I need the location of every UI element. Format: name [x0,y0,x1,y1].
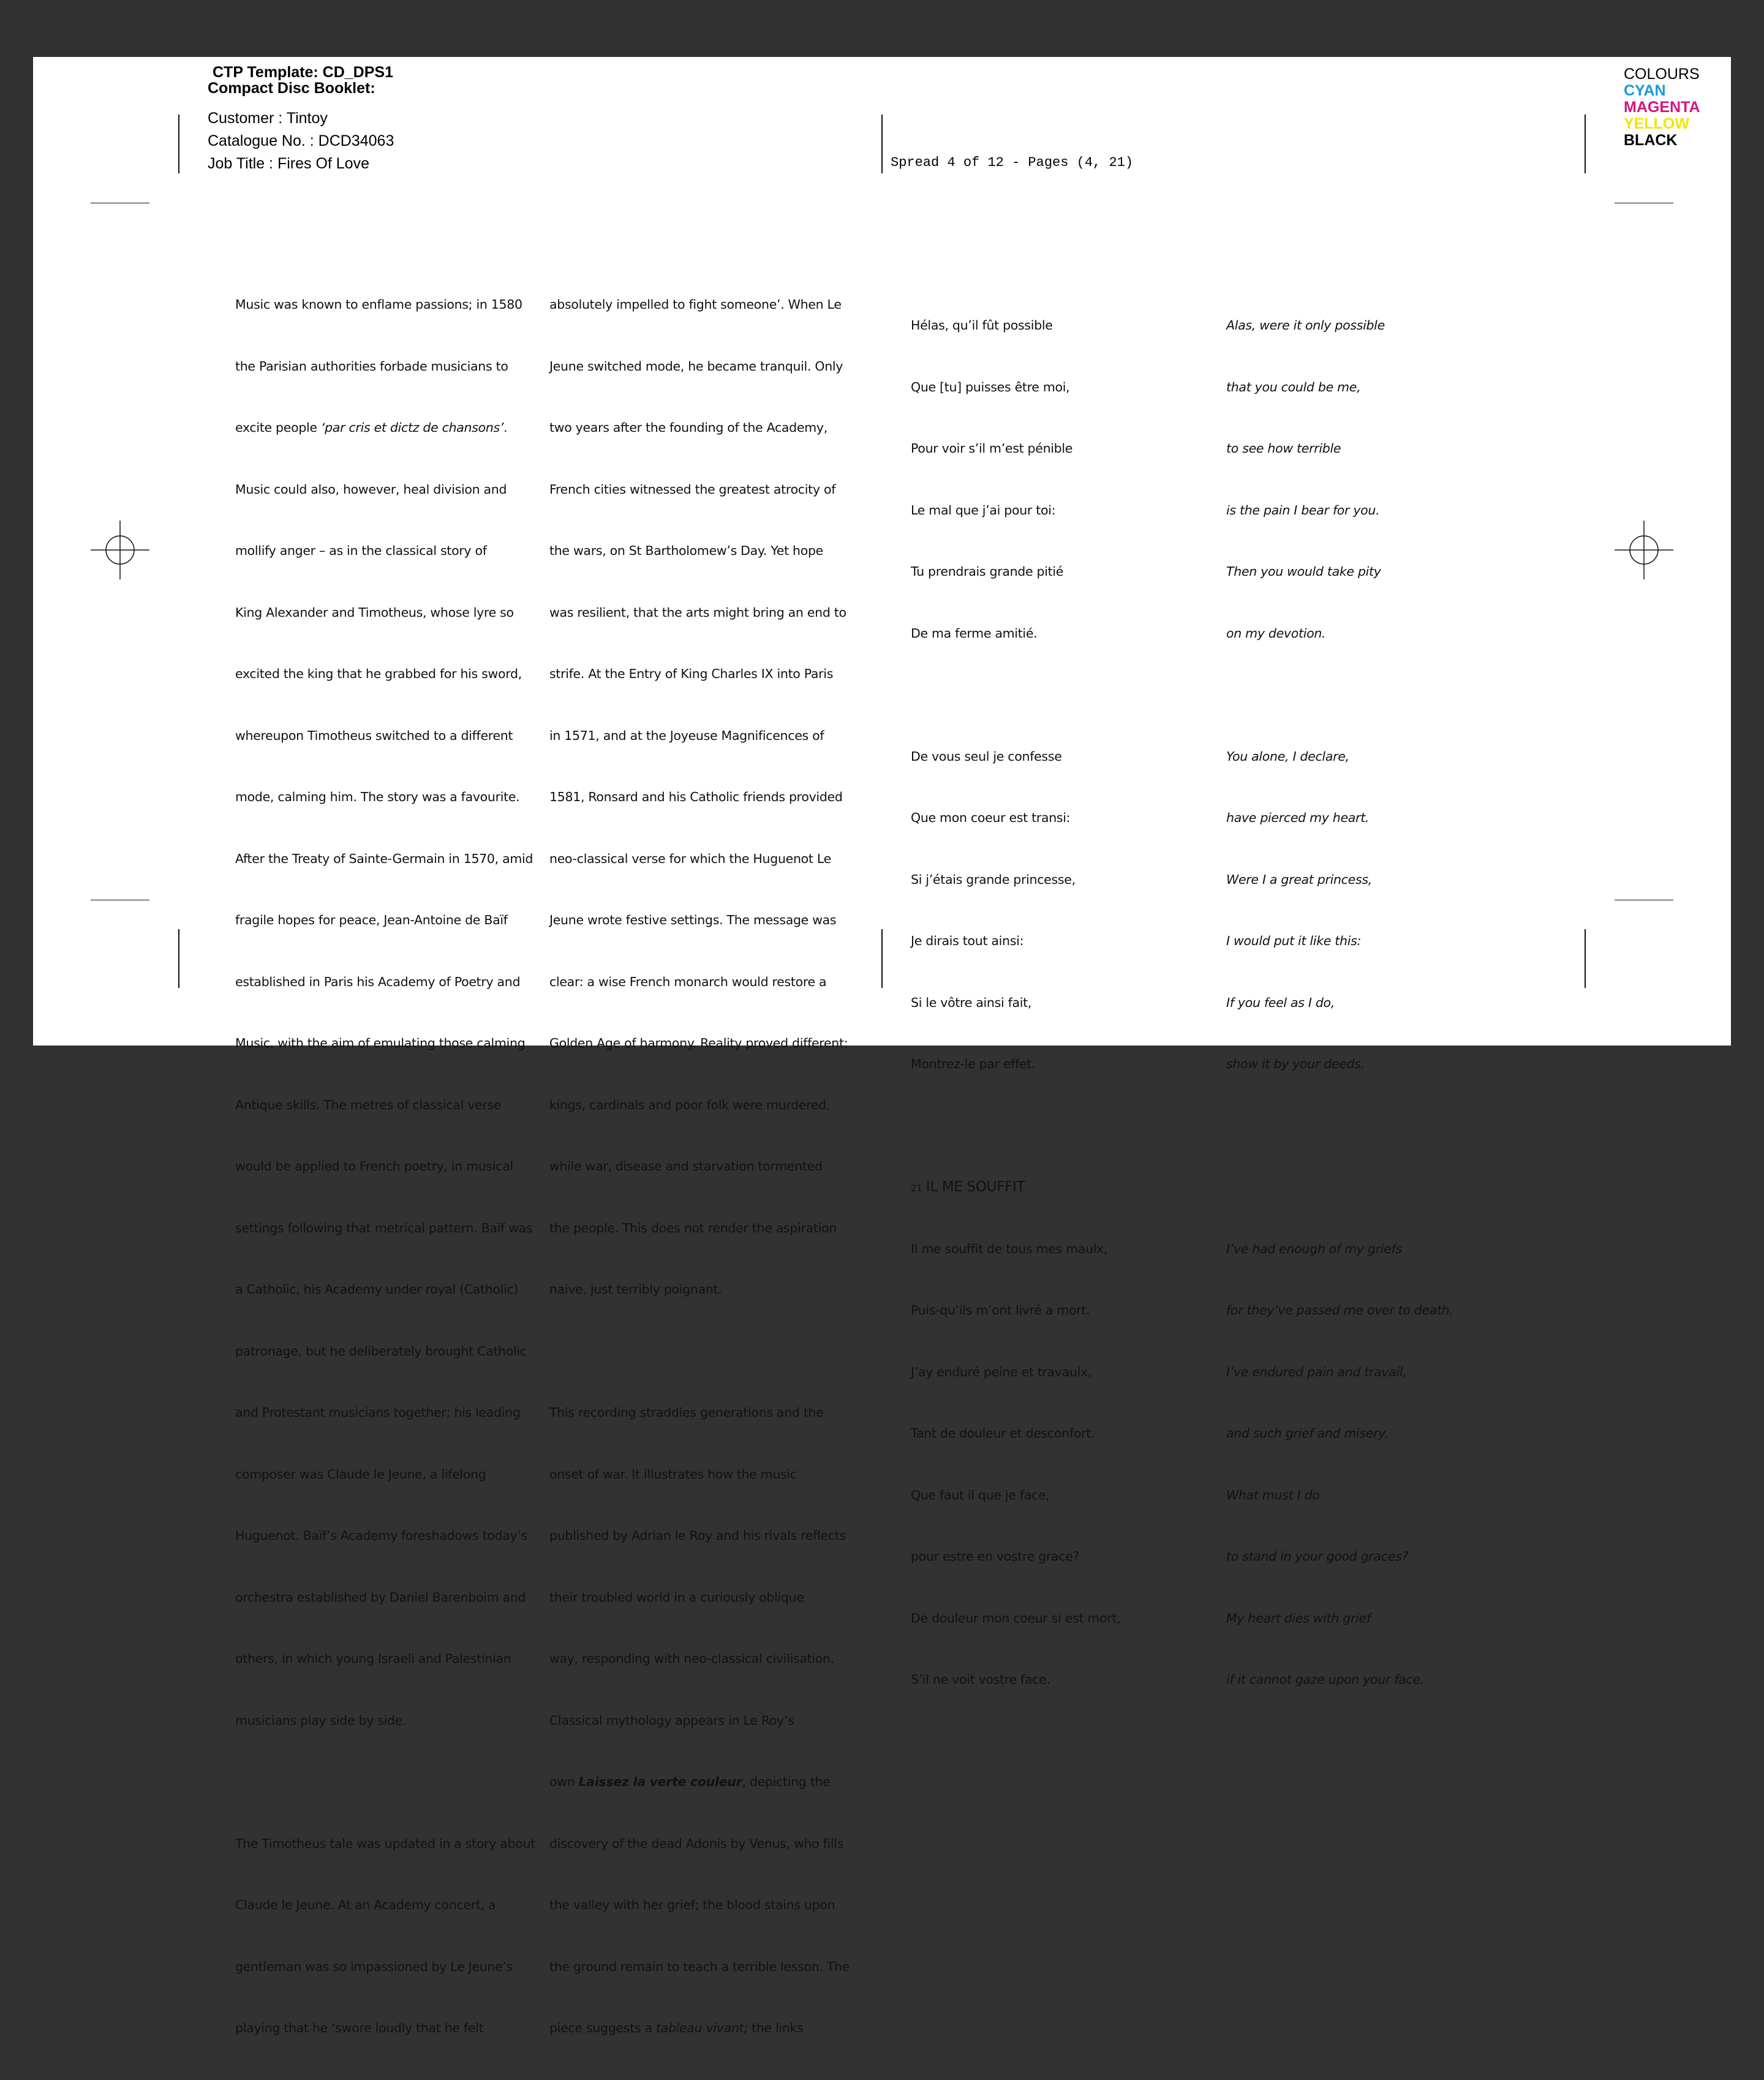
essay-line: playing that he ‘swore loudly that he felt [235,2021,484,2035]
translation-line: My heart dies with grief [1226,1610,1371,1626]
translation-line: if it cannot gaze upon your face. [1226,1672,1425,1687]
stanza-gap [1226,685,1453,706]
translation-line: I’ve endured pain and travail, [1226,1364,1407,1379]
lyric-line: Tu prendrais grande pitié [911,564,1064,579]
essay-line: Huguenot. Baïf’s Academy foreshadows today’s [235,1528,528,1543]
essay-line: naive, just terribly poignant. [549,1282,722,1297]
essay-line: mode, calming him. The story was a favourite. [235,789,520,804]
essay-line: composer was Claude le Jeune, a lifelong [235,1466,486,1482]
essay-line: King Alexander and Timotheus, whose lyre so [235,605,514,620]
essay-line: patronage, but he deliberately brought Catholic [235,1343,527,1358]
customer-label: Customer : Tintoy [208,110,328,127]
translation-line: show it by your deeds. [1226,1057,1365,1071]
colours-title: COLOURS [1624,66,1700,83]
essay-line: fragile hopes for peace, Jean-Antoine de Baïf [235,913,508,927]
essay-column-2 [549,254,850,2080]
translation-line: for they’ve passed me over to death. [1226,1303,1453,1317]
essay-text: excite people [235,420,321,435]
french-lyrics-column [911,274,1120,1731]
catalogue-label: Catalogue No. : DCD34063 [208,132,394,149]
registration-mark-right [1615,521,1673,579]
essay-line: settings following that metrical pattern. Baïf was [235,1220,533,1235]
lyric-line: Montrez-le par effet. [911,1057,1036,1071]
essay-blank-line [235,1772,535,1793]
essay-line: Golden Age of harmony. Reality proved different; [549,1036,848,1050]
essay-text: own [549,1774,579,1789]
essay-line: whereupon Timotheus switched to a different [235,728,513,743]
stanza-gap [911,685,1120,706]
essay-line: mollify anger – as in the classical story of [235,543,487,558]
translation-line: on my devotion. [1226,625,1326,641]
translation-line: and such grief and misery. [1226,1426,1389,1441]
lyric-line: De douleur mon coeur si est mort, [911,1610,1121,1626]
spread-label: Spread 4 of 12 - Pages (4, 21) [891,155,1134,170]
essay-line: onset of war. It illustrates how the music [549,1466,797,1482]
essay-line: French cities witnessed the greatest atrocity of [549,481,836,497]
essay-line: was resilient, that the arts might bring an end to [549,605,846,620]
lyric-line: pour estre en vostre grace? [911,1549,1080,1564]
essay-line: The Timotheus tale was updated in a story about [235,1836,535,1851]
essay-line: and Protestant musicians together; his leading [235,1405,521,1420]
track-heading [911,1177,1120,1198]
translation-line: Then you would take pity [1226,564,1381,579]
trim-mark-bottom-right [1585,929,1586,988]
fold-mark-top [881,115,883,173]
trim-mark-bottom-left [178,929,179,988]
translation-line: Alas, were it only possible [1226,318,1385,333]
english-translation-column [1226,274,1453,1731]
essay-line: the Parisian authorities forbade musicians to [235,358,508,374]
lyric-line: Tant de douleur et desconfort. [911,1426,1095,1441]
booklet-spread-sheet [33,57,1731,2035]
essay-line: Antique skills. The metres of classical verse [235,1097,502,1112]
lyric-line: Le mal que j’ai pour toi: [911,502,1056,518]
essay-bold-italic-title: Laissez la verte couleur [578,1774,742,1789]
essay-line-with-italic [549,2018,850,2039]
essay-line: Jeune switched mode, he became tranquil. Only [549,358,843,374]
translation-line: to see how terrible [1226,441,1341,456]
essay-line: the ground remain to teach a terrible lesson. The [549,1959,850,1974]
essay-column-1 [235,254,535,2080]
booklet-label: Compact Disc Booklet: [208,80,375,97]
job-title-label: Job Title : Fires Of Love [208,155,369,172]
lyric-line: S’il ne voit vostre face. [911,1672,1050,1687]
essay-line: would be applied to French poetry, in musical [235,1159,513,1174]
translation-line: have pierced my heart. [1226,810,1370,825]
essay-text: piece suggests a [549,2021,656,2035]
essay-line: established in Paris his Academy of Poetry and [235,974,521,989]
colour-cyan: CYAN [1624,82,1666,99]
essay-line: their troubled world in a curiously oblique [549,1589,804,1605]
lyric-line: Il me souffit de tous mes maulx, [911,1241,1108,1256]
essay-line: Classical mythology appears in Le Roy’s [549,1713,794,1728]
essay-line: Music, with the aim of emulating those calming [235,1036,526,1050]
essay-line: while war, disease and starvation tormented [549,1159,823,1174]
colour-yellow: YELLOW [1624,115,1689,132]
lyric-line: Si j’étais grande princesse, [911,872,1076,887]
stanza-gap [1226,1116,1453,1137]
essay-line: way, responding with neo-classical civilisation. [549,1651,834,1666]
track-number: 21 [911,1183,922,1194]
translation-line: to stand in your good graces? [1226,1549,1409,1564]
essay-line: absolutely impelled to fight someone’. When Le [549,297,842,312]
translation-line: What must I do [1226,1487,1320,1502]
translation-line: that you could be me, [1226,379,1361,394]
essay-line: Jeune wrote festive settings. The message was [549,913,837,927]
essay-line-with-title [549,1772,850,1793]
essay-line: two years after the founding of the Academy, [549,420,827,435]
translation-line: Were I a great princess, [1226,872,1372,887]
essay-line-with-quote [235,418,535,439]
essay-line: discovery of the dead Adonis by Venus, who fills [549,1836,844,1851]
colour-black: BLACK [1624,132,1678,149]
lyric-line: Que faut il que je face, [911,1487,1050,1502]
colours-legend [1624,66,1700,149]
essay-line: This recording straddles generations and the [549,1405,824,1420]
essay-line: Music could also, however, heal division and [235,481,507,497]
essay-line: 1581, Ronsard and his Catholic friends provided [549,789,843,804]
essay-text: , depicting the [742,1774,831,1789]
translation-line: You alone, I declare, [1226,748,1349,764]
stanza-gap [1226,1177,1453,1198]
essay-line: Music was known to enflame passions; in 1580 [235,297,522,312]
essay-line: the valley with her grief; the blood stains upon [549,1897,835,1912]
translation-line: I would put it like this: [1226,933,1362,948]
stanza-gap [911,1116,1120,1137]
registration-mark-left [91,521,149,579]
lyric-line: Hélas, qu’il fût possible [911,318,1053,333]
essay-line: in 1571, and at the Joyeuse Magnificences of [549,728,824,743]
translation-line: If you feel as I do, [1226,995,1335,1010]
essay-line: the wars, on St Bartholomew’s Day. Yet hope [549,543,823,558]
lyric-line: J’ay enduré peine et travaulx, [911,1364,1092,1379]
template-label: CTP Template: CD_DPS1 [213,64,393,81]
lyric-line: Que [tu] puisses être moi, [911,379,1070,394]
fold-mark-bottom [881,929,883,988]
trim-mark-top-right [1585,115,1586,173]
lyric-line: Si le vôtre ainsi fait, [911,995,1032,1010]
lyric-line: Pour voir s’il m’est pénible [911,441,1073,456]
translation-line: is the pain I bear for you. [1226,502,1380,518]
essay-italic-phrase: tableau vivant; [655,2021,748,2035]
essay-italic-quote: ‘par cris et dictz de chansons’ [320,420,504,435]
essay-line: clear: a wise French monarch would restore a [549,974,827,989]
essay-line: the people. This does not render the aspiration [549,1220,837,1235]
essay-line: gentleman was so impassioned by Le Jeune’s [235,1959,513,1974]
essay-text: the links [747,2021,804,2035]
essay-line: strife. At the Entry of King Charles IX into Paris [549,666,834,681]
lyric-line: De vous seul je confesse [911,748,1062,764]
essay-line: orchestra established by Daniel Barenboim and [235,1589,526,1605]
essay-line: excited the king that he grabbed for his sword, [235,666,522,681]
essay-line: neo-classical verse for which the Huguenot Le [549,851,831,866]
colour-magenta: MAGENTA [1624,99,1700,116]
essay-blank-line [549,1341,850,1362]
essay-text: . [503,420,508,435]
essay-line: others, in which young Israeli and Palestinian [235,1651,511,1666]
essay-line: kings, cardinals and poor folk were murdered, [549,1097,831,1112]
lyric-line: De ma ferme amitié. [911,625,1038,641]
lyric-line: Puis-qu’ils m’ont livré a mort. [911,1303,1090,1317]
essay-line: Claude le Jeune. At an Academy concert, a [235,1897,496,1912]
essay-line: After the Treaty of Sainte-Germain in 1570, amid [235,851,533,866]
translation-line: I’ve had enough of my griefs [1226,1241,1402,1256]
essay-line: musicians play side by side. [235,1713,407,1728]
essay-line: a Catholic, his Academy under royal (Catholic) [235,1282,519,1297]
lyric-line: Que mon coeur est transi: [911,810,1071,825]
track-title: IL ME SOUFFIT [925,1179,1025,1195]
lyric-line: Je dirais tout ainsi: [911,933,1024,948]
trim-mark-top-left [178,115,179,173]
essay-line: published by Adrian le Roy and his rivals reflects [549,1528,846,1543]
